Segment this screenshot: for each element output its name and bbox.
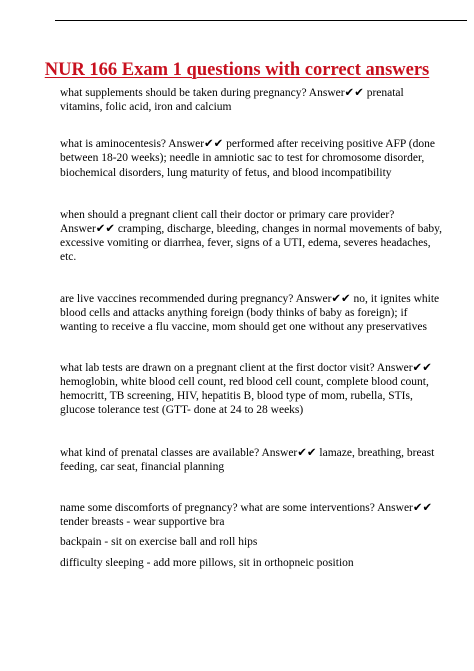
- entry-5-line-2: hemoglobin, white blood cell count, red blood cell count, complete blood count,: [60, 376, 429, 388]
- entry-6-line-1: what kind of prenatal classes are available? Answer✔✔ lamaze, breathing, breast: [60, 447, 435, 459]
- entry-4-line-3: wanting to receive a flu vaccine, mom should get one without any preservatives: [60, 321, 427, 333]
- entry-1-line-2: vitamins, folic acid, iron and calcium: [60, 101, 232, 113]
- entry-2-line-3: biochemical disorders, lung maturity of fetus, and blood incompatibility: [60, 167, 392, 179]
- entry-4-line-2: blood cells and attacks anything foreign (body thinks of baby as foreign); if: [60, 307, 408, 319]
- entry-1-line-1: what supplements should be taken during pregnancy? Answer✔✔ prenatal: [60, 87, 404, 99]
- header-rule: [55, 20, 467, 21]
- entry-7-line-2: tender breasts - wear supportive bra: [60, 516, 225, 528]
- entry-5-line-4: glucose tolerance test (GTT- done at 24 to 28 weeks): [60, 404, 304, 416]
- entry-5-line-3: hemocritt, TB screening, HIV, hepatitis B, blood type of mom, rubella, STIs,: [60, 390, 413, 402]
- entry-9-line-1: difficulty sleeping - add more pillows, sit in orthopneic position: [60, 557, 354, 569]
- document-title: NUR 166 Exam 1 questions with correct answers: [44, 60, 430, 80]
- entry-2-line-1: what is aminocentesis? Answer✔✔ performed after receiving positive AFP (done: [60, 138, 435, 150]
- entry-8-line-1: backpain - sit on exercise ball and roll hips: [60, 536, 258, 548]
- entry-7-line-1: name some discomforts of pregnancy? what are some interventions? Answer✔✔: [60, 502, 433, 514]
- entry-3-line-3: excessive vomiting or diarrhea, fever, signs of a UTI, edema, severes headaches,: [60, 237, 431, 249]
- entry-6-line-2: feeding, car seat, financial planning: [60, 461, 225, 473]
- entry-2-line-2: between 18-20 weeks); needle in amniotic sac to test for chromosome disorder,: [60, 152, 425, 164]
- entry-4-line-1: are live vaccines recommended during pregnancy? Answer✔✔ no, it ignites white: [60, 293, 440, 305]
- entry-5-line-1: what lab tests are drawn on a pregnant client at the first doctor visit? Answer✔✔: [60, 362, 432, 374]
- entry-3-line-4: etc.: [60, 251, 77, 263]
- entry-3-line-2: Answer✔✔ cramping, discharge, bleeding, changes in normal movements of baby,: [60, 223, 443, 235]
- entry-3-line-1: when should a pregnant client call their doctor or primary care provider?: [60, 209, 395, 221]
